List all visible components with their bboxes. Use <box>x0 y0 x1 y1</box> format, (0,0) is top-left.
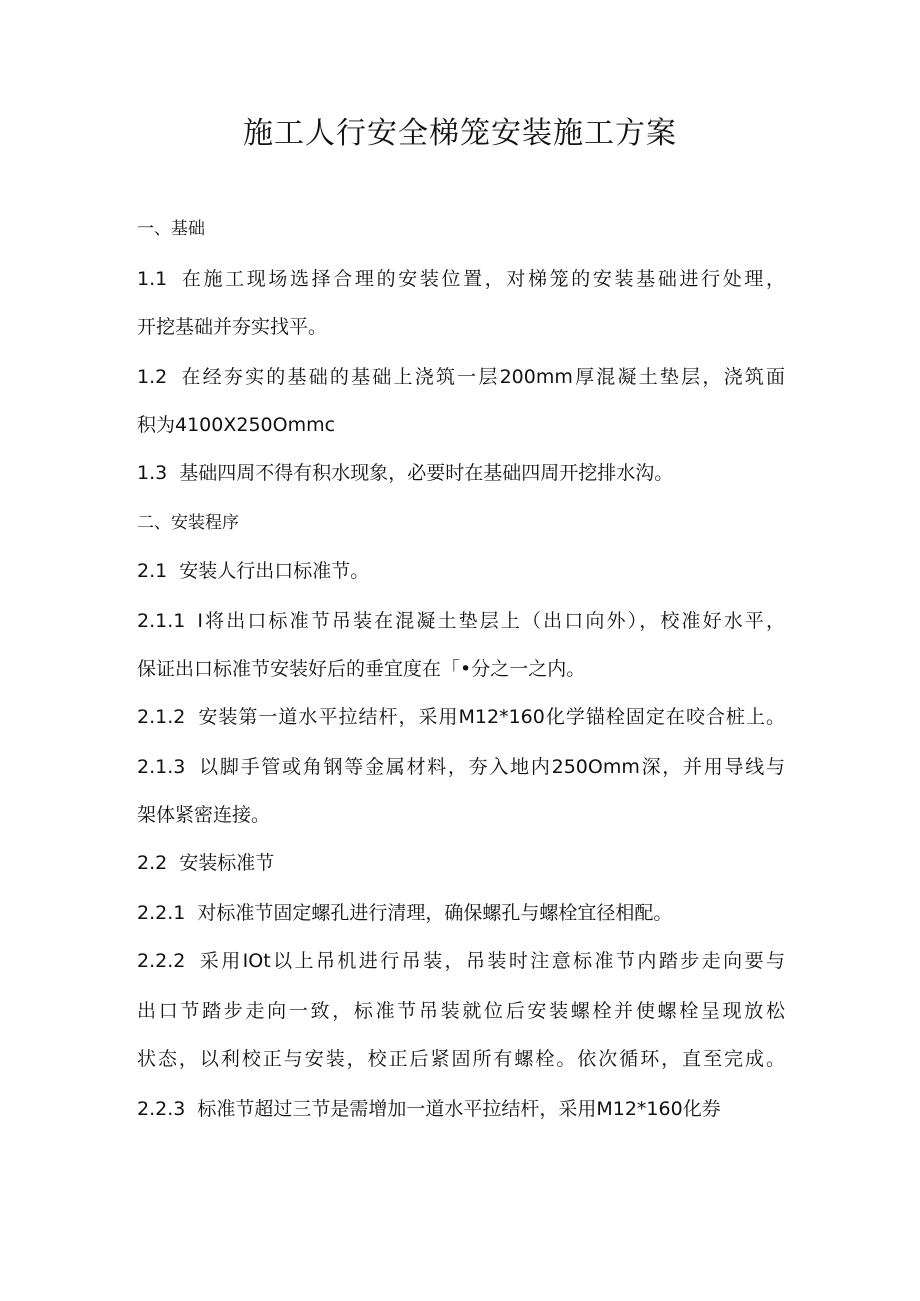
paragraph-text: 安装标准节 <box>179 852 275 874</box>
section-heading-installation: 二、安装程序 <box>137 513 239 533</box>
clause-number: 2.1.1 <box>137 610 186 632</box>
paragraph-2-2-2-line-3: 状态，以利校正与安装，校正后紧固所有螺栓。依次循环，直至完成。 <box>137 1048 785 1070</box>
paragraph-2-1-1-line-1 <box>137 608 785 634</box>
paragraph-1-2-line-1 <box>137 364 785 390</box>
paragraph-1-1-line-2: 开挖基础并夯实找平。 <box>137 316 328 338</box>
clause-number: 2.2.1 <box>137 902 186 924</box>
paragraph-text: 采用IOt以上吊机进行吊装，吊装时注意标准节内踏步走向要与 <box>197 950 785 972</box>
clause-number: 2.1.2 <box>137 706 186 728</box>
clause-number: 2.2.3 <box>137 1098 186 1120</box>
clause-number: 2.2.2 <box>137 950 186 972</box>
paragraph-2-1-2-line-1 <box>137 704 785 730</box>
clause-number: 1.1 <box>137 268 168 290</box>
paragraph-text: 对标准节固定螺孔进行清理，确保螺孔与螺栓宜径相配。 <box>197 902 673 924</box>
paragraph-2-1-3-line-1 <box>137 754 785 780</box>
paragraph-text: 安装人行出口标准节。 <box>179 560 370 582</box>
paragraph-2-2-1-line-1 <box>137 900 672 926</box>
clause-number: 1.3 <box>137 462 168 484</box>
paragraph-text: I将出口标准节吊装在混凝土垫层上（出口向外），校准好水平， <box>197 610 785 632</box>
section-heading-foundation: 一、基础 <box>137 219 205 239</box>
paragraph-2-2-3-line-1 <box>137 1096 721 1122</box>
paragraph-text: 基础四周不得有积水现象，必要时在基础四周开挖排水沟。 <box>179 462 674 484</box>
paragraph-text: 在经夯实的基础的基础上浇筑一层200mm厚混凝土垫层，浇筑面 <box>179 366 785 388</box>
paragraph-2-2-2-line-1 <box>137 948 785 974</box>
clause-number: 2.2 <box>137 852 168 874</box>
paragraph-1-3-line-1 <box>137 460 673 486</box>
paragraph-2-1-1-line-2: 保证出口标准节安装好后的垂宜度在「•分之一之内。 <box>137 658 586 680</box>
clause-number: 2.1.3 <box>137 756 186 778</box>
paragraph-text: 安装第一道水平拉结杆，采用M12*160化学锚栓固定在咬合桩上。 <box>197 706 785 728</box>
clause-number: 1.2 <box>137 366 168 388</box>
paragraph-2-1-3-line-2: 架体紧密连接。 <box>137 804 271 826</box>
clause-number: 2.1 <box>137 560 168 582</box>
paragraph-2-2-line-1 <box>137 850 274 876</box>
paragraph-1-2-line-2: 积为4100X250Ommc <box>137 414 336 436</box>
document-title: 施工人行安全梯笼安装施工方案 <box>243 116 677 151</box>
paragraph-text: 标准节超过三节是需增加一道水平拉结杆，采用M12*160化券 <box>197 1098 721 1120</box>
paragraph-2-2-2-line-2: 出口节踏步走向一致，标准节吊装就位后安装螺栓并使螺栓呈现放松 <box>137 1000 785 1022</box>
paragraph-1-1-line-1 <box>137 266 785 292</box>
paragraph-text: 以脚手管或角钢等金属材料，夯入地内250Omm深，并用导线与 <box>197 756 785 778</box>
paragraph-text: 在施工现场选择合理的安装位置，对梯笼的安装基础进行处理， <box>179 268 785 290</box>
paragraph-2-1-line-1 <box>137 558 369 584</box>
